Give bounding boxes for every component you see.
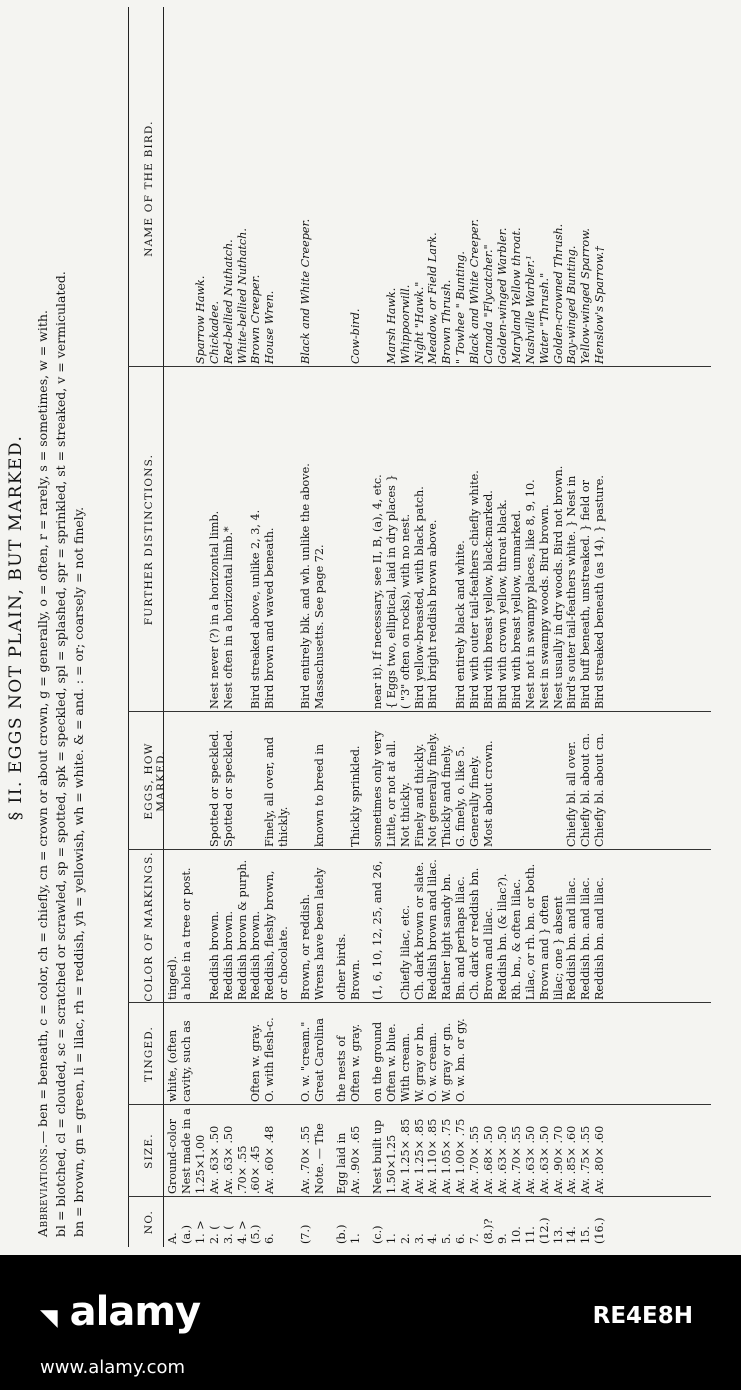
- gap-cell: [327, 10, 335, 1247]
- cell-tinged: O. with flesh-c.: [263, 1017, 277, 1102]
- brand-logo: [40, 1289, 200, 1335]
- cell-tinged: With cream.: [398, 1032, 412, 1102]
- cell-color: tinged).: [166, 955, 179, 1000]
- cell-no: 3. (: [221, 1225, 235, 1244]
- cell-no: A.: [166, 1232, 179, 1244]
- cell-no: 2. (: [207, 1225, 221, 1244]
- cell-size: Av. .85× .60: [565, 1125, 579, 1194]
- column-header-bird-name: NAME OF THE BIRD.: [143, 120, 155, 257]
- cell-no: 1.: [384, 1233, 398, 1244]
- cell-size: Av. .63× .50: [523, 1125, 537, 1194]
- cell-how: [249, 712, 263, 850]
- cell-further: [236, 367, 250, 712]
- cell-name: Red-bellied Nuthatch.: [221, 239, 235, 364]
- cell-no: 1. >: [193, 1220, 207, 1244]
- cell-tinged: Great Carolina: [313, 1018, 327, 1102]
- cell-no: (b.): [334, 1224, 348, 1244]
- cell-how: [180, 712, 194, 850]
- cell-size: Av. .60× .48: [263, 1125, 277, 1194]
- cell-how: [524, 712, 538, 850]
- column-header-no: NO.: [143, 1209, 155, 1235]
- table-row: [299, 10, 313, 1247]
- cell-size: Av. .90× .70: [551, 1125, 565, 1194]
- cell-color: Wrens have been lately: [313, 867, 327, 1000]
- cell-name: Chickadee.: [207, 300, 221, 364]
- cell-no: (8.)?: [482, 1218, 496, 1244]
- cell-name: Golden-winged Warbler.: [495, 227, 509, 364]
- table-row: [335, 10, 349, 1247]
- cell-size: .70× .55: [235, 1145, 249, 1194]
- cell-name: Black and White Creeper.: [299, 218, 313, 364]
- cell-color: a hole in a tree or post.: [179, 867, 193, 1000]
- cell-no: (12.): [537, 1217, 551, 1244]
- row-gap: [327, 10, 335, 1247]
- cell-tinged: O. w. cream.: [426, 1031, 440, 1102]
- cell-size: Av. .63× .50: [495, 1125, 509, 1194]
- cell-size: Av. .75× .55: [579, 1125, 593, 1194]
- cell-color: Reddish brown and lilac.: [426, 859, 440, 1000]
- cell-how: Spotted or speckled.: [207, 729, 221, 847]
- image-code: RE4E8H: [592, 1303, 693, 1329]
- cell-name: [313, 10, 327, 367]
- gap-cell: [363, 10, 371, 1247]
- cell-size: Note. — The: [313, 1123, 327, 1194]
- cell-name: White-bellied Nuthatch.: [235, 228, 249, 364]
- cell-how: thickly.: [277, 806, 291, 847]
- cell-tinged: [277, 1003, 291, 1105]
- cell-size: [277, 1105, 291, 1197]
- cell-tinged: [593, 1003, 607, 1105]
- cell-name: [180, 10, 194, 367]
- table-row: [349, 10, 363, 1247]
- cell-name: Canada "Flycatcher.": [482, 244, 496, 364]
- column-header-color: COLOR OF MARKINGS.: [143, 851, 155, 1002]
- cell-tinged: [222, 1003, 236, 1105]
- cell-name: Sparrow Hawk.: [193, 275, 207, 364]
- cell-no: 14.: [565, 1226, 579, 1244]
- cell-further: [194, 367, 208, 712]
- cell-name: Brown Thrush.: [440, 279, 454, 364]
- cell-further: Bird brown and waved beneath.: [263, 527, 277, 709]
- cell-no: (7.): [299, 1224, 313, 1244]
- cell-tinged: W. gray or gn.: [440, 1022, 454, 1102]
- cell-name: Black and White Creeper.: [468, 218, 482, 364]
- cell-further: near it). If necessary, see II, B, (a), 4, etc.: [370, 474, 384, 709]
- cell-further: Nest in swampy woods. Bird brown.: [537, 504, 551, 709]
- cell-no: 11.: [523, 1226, 537, 1244]
- cell-color: Lilac, or rh. bn. or both.: [523, 863, 537, 1000]
- cell-how: [496, 712, 510, 850]
- table-row: [538, 10, 552, 1247]
- cell-tinged: O. w. "cream.": [299, 1021, 313, 1102]
- cell-further: Nest often in a horizontal limb.*: [221, 526, 235, 709]
- cell-how: known to breed in: [313, 743, 327, 847]
- cell-color: other birds.: [334, 933, 348, 1000]
- cell-tinged: Often w. gray.: [249, 1023, 263, 1102]
- table-row: [496, 10, 510, 1247]
- table-row: [249, 10, 263, 1247]
- abbreviations-line-2: bl = blotched, cl = clouded, sc = scratched or scrawled, sp = spotted, spk = speckled, spl = splashed, spr = sprinkled, st = streaked, v = vermiculated.: [53, 271, 68, 1237]
- cell-size: Av. 1.10× .85: [426, 1118, 440, 1194]
- cell-color: Ch. dark brown or slate.: [412, 861, 426, 1000]
- cell-further: Bird with crown yellow, throat black.: [495, 499, 509, 709]
- cell-how: Little, or not at all.: [384, 739, 398, 847]
- cell-name: Brown Creeper.: [249, 274, 263, 364]
- table-row: [552, 10, 566, 1247]
- cell-color: [385, 850, 399, 1003]
- cell-further: Massachusetts. See page 72.: [313, 544, 327, 709]
- abbreviations-text-1: — ben = beneath, c = color, ch = chiefly, cn = crown or about crown, g = generally, o = often, r = rarely, s = sometimes, w = with.: [35, 310, 50, 1144]
- cell-how: [194, 712, 208, 850]
- cell-color: Reddish brown.: [207, 910, 221, 1000]
- table-row: [385, 10, 399, 1247]
- cell-tinged: [194, 1003, 208, 1105]
- cell-no: [313, 1197, 327, 1247]
- cell-name: [166, 10, 180, 367]
- cell-name: Golden-crowned Thrush.: [551, 223, 565, 364]
- cell-color: Brown, or reddish.: [299, 893, 313, 1000]
- table-row: [482, 10, 496, 1247]
- table-row: [524, 10, 538, 1247]
- cell-tinged: [538, 1003, 552, 1105]
- cell-name: [371, 10, 385, 367]
- cell-tinged: W. gray or bn.: [412, 1022, 426, 1102]
- cell-no: 4.: [426, 1233, 440, 1244]
- table-row: [565, 10, 579, 1247]
- cell-how: Chiefly bl. about cn.: [579, 732, 593, 847]
- table-row: [579, 10, 593, 1247]
- cell-color: Brown and } often: [537, 894, 551, 1000]
- cell-name: Henslow's Sparrow.†: [593, 246, 607, 364]
- cell-tinged: on the ground: [370, 1021, 384, 1102]
- table-row: [510, 10, 524, 1247]
- cell-no: 15.: [579, 1226, 593, 1244]
- row-gap: [363, 10, 371, 1247]
- cell-name: Nashville Warbler.¹: [523, 255, 537, 364]
- table-row: [426, 10, 440, 1247]
- cell-color: Rh. bn., & often lilac.: [509, 878, 523, 1000]
- cell-tinged: white, (often: [166, 1029, 179, 1102]
- cell-name: Maryland Yellow throat.: [509, 227, 523, 364]
- cell-color: (1, 6, 10, 12, 25, and 26,: [370, 860, 384, 1000]
- table-top-rule: [128, 7, 129, 1247]
- cell-color: Brown.: [348, 959, 362, 1000]
- column-header-how-marked: EGGS, HOW MARKED.: [143, 742, 167, 820]
- cell-tinged: O. w. bn. or gy.: [454, 1018, 468, 1102]
- logo-mark-icon: ◥: [40, 1305, 57, 1331]
- cell-no: 13.: [551, 1226, 565, 1244]
- cell-how: Most about crown.: [482, 740, 496, 847]
- cell-size: Nest made in a: [179, 1108, 193, 1194]
- cell-color: or chocolate.: [277, 926, 291, 1000]
- abbreviations-lead: Abbreviations.: [35, 1143, 50, 1237]
- cell-size: Av. .63× .50: [537, 1125, 551, 1194]
- cell-size: Av. 1.25× .85: [412, 1118, 426, 1194]
- cell-name: Whippoorwill.: [398, 284, 412, 364]
- cell-tinged: [208, 1003, 222, 1105]
- table-row: [263, 10, 277, 1247]
- cell-color: Reddish bn. and lilac.: [579, 877, 593, 1000]
- cell-further: Nest never (?) in a horizontal limb.: [207, 510, 221, 709]
- cell-no: (c.): [370, 1225, 384, 1244]
- cell-name: [277, 10, 291, 367]
- table-row: [593, 10, 607, 1247]
- cell-tinged: cavity, such as: [179, 1020, 193, 1102]
- site-url: www.alamy.com: [40, 1357, 186, 1378]
- cell-size: Egg laid in: [334, 1132, 348, 1194]
- brand-name: alamy: [69, 1289, 201, 1335]
- cell-size: Av. 1.25× .85: [398, 1118, 412, 1194]
- cell-how: Generally finely.: [468, 755, 482, 847]
- cell-further: Bird entirely blk. and wh. unlike the above.: [299, 463, 313, 709]
- abbreviations-line-3: bn = brown, gn = green, li = lilac, rh = reddish, yh = yellowish, wh = white. & = and. : = or; coarsely = not finely.: [71, 506, 86, 1237]
- cell-color: Reddish brown.: [221, 910, 235, 1000]
- cell-further: Bird entirely black and white.: [454, 540, 468, 709]
- cell-tinged: [524, 1003, 538, 1105]
- cell-how: [335, 712, 349, 850]
- cell-further: Bird yellow-breasted, with black patch.: [412, 486, 426, 709]
- cell-size: 1.25×1.00: [193, 1134, 207, 1194]
- cell-no: 6.: [454, 1233, 468, 1244]
- table-row: [166, 10, 180, 1247]
- cell-further: Bird with outer tail-feathers chiefly white.: [468, 470, 482, 709]
- cell-tinged: [579, 1003, 593, 1105]
- cell-color: lilac; one } absent: [551, 896, 565, 1000]
- cell-how: [538, 712, 552, 850]
- cell-how: Thickly and finely.: [440, 744, 454, 847]
- cell-tinged: [468, 1003, 482, 1105]
- cell-size: Av. .63× .50: [207, 1125, 221, 1194]
- cell-size: Av. .68× .50: [482, 1125, 496, 1194]
- column-header-size: SIZE.: [143, 1133, 155, 1169]
- cell-further: Nest not in swampy places, like 8, 9, 10.: [523, 479, 537, 709]
- table-row: [468, 10, 482, 1247]
- cell-color: Reddish bn. and lilac.: [565, 877, 579, 1000]
- cell-size: Av. .70× .55: [468, 1125, 482, 1194]
- table-row: [440, 10, 454, 1247]
- cell-name: " Towhee " Bunting.: [454, 251, 468, 364]
- cell-no: 6.: [263, 1233, 277, 1244]
- cell-color: Reddish bn. (& lilac?).: [495, 873, 509, 1000]
- cell-color: Brown and lilac.: [482, 907, 496, 1000]
- cell-size: Av. .70× .55: [509, 1125, 523, 1194]
- cell-no: 5.: [440, 1233, 454, 1244]
- cell-further: ( "3" often on rocks), with no nest.: [398, 513, 412, 709]
- abbreviations-line-1: [34, 12, 51, 1237]
- cell-how: Finely, all over, and: [263, 736, 277, 847]
- cell-further: Bird with breast yellow, black-marked.: [482, 490, 496, 709]
- table-row: [208, 10, 222, 1247]
- cell-color: Ch. dark or reddish bn.: [468, 867, 482, 1000]
- cell-name: Yellow-winged Sparrow.: [579, 228, 593, 364]
- table-row: [180, 10, 194, 1247]
- stock-footer: [0, 1255, 741, 1390]
- cell-no: 10.: [509, 1226, 523, 1244]
- cell-color: Reddish brown.: [249, 910, 263, 1000]
- cell-further: Bird streaked above, unlike 2, 3, 4.: [249, 509, 263, 709]
- cell-further: Bird streaked beneath (as 14). } pasture.: [593, 475, 607, 709]
- cell-no: 1.: [348, 1233, 362, 1244]
- cell-how: [236, 712, 250, 850]
- cell-no: (a.): [179, 1225, 193, 1244]
- cell-no: [277, 1197, 291, 1247]
- cell-how: sometimes only very: [370, 730, 384, 847]
- table-row: [194, 10, 208, 1247]
- cell-color: [194, 850, 208, 1003]
- cell-tinged: Often w. gray.: [348, 1023, 362, 1102]
- eggs-table: [166, 10, 607, 1247]
- table-row: [454, 10, 468, 1247]
- table-row: [222, 10, 236, 1247]
- table-row: [413, 10, 427, 1247]
- cell-tinged: [482, 1003, 496, 1105]
- cell-tinged: the nests of: [334, 1035, 348, 1102]
- cell-name: Bay-winged Bunting.: [565, 245, 579, 364]
- cell-color: Bn. and perhaps lilac.: [454, 876, 468, 1000]
- cell-color: Reddish bn. and lilac.: [593, 877, 607, 1000]
- cell-no: 2.: [398, 1233, 412, 1244]
- cell-color: Reddish brown & purph.: [235, 859, 249, 1000]
- table-row: [399, 10, 413, 1247]
- row-gap: [291, 10, 299, 1247]
- cell-no: (16.): [593, 1217, 607, 1244]
- cell-name: House Wren.: [263, 290, 277, 364]
- cell-further: [180, 367, 194, 712]
- cell-size: Ground-color: [166, 1118, 179, 1194]
- cell-tinged: [552, 1003, 566, 1105]
- cell-name: Marsh Hawk.: [384, 287, 398, 364]
- cell-how: Not generally finely.: [426, 732, 440, 847]
- cell-how: [166, 712, 180, 850]
- cell-how: Thickly sprinkled.: [348, 745, 362, 847]
- cell-further: [166, 367, 180, 712]
- cell-how: [299, 712, 313, 850]
- cell-size: Av. 1.05× .75: [440, 1118, 454, 1194]
- cell-color: Chiefly lilac, etc.: [398, 904, 412, 1000]
- cell-further: Bird buff beneath, unstreaked. } field or: [579, 480, 593, 709]
- cell-name: Meadow, or Field Lark.: [426, 232, 440, 364]
- cell-further: { Eggs two, elliptical, laid in dry places }: [384, 474, 398, 709]
- cell-size: Av. .80× .60: [593, 1125, 607, 1194]
- cell-further: Bird with breast yellow, unmarked.: [509, 509, 523, 709]
- cell-name: Night "Hawk.": [412, 281, 426, 364]
- cell-tinged: [565, 1003, 579, 1105]
- header-bottom-rule: [163, 7, 164, 1247]
- column-header-tinged: TINGED.: [143, 1025, 155, 1083]
- cell-how: Chiefly bl. about cn.: [593, 732, 607, 847]
- cell-tinged: [510, 1003, 524, 1105]
- cell-size: .60× .45: [249, 1145, 263, 1194]
- cell-further: Nest usually in dry woods. Bird not brown.: [551, 465, 565, 709]
- cell-how: Not thickly.: [398, 782, 412, 847]
- cell-how: [510, 712, 524, 850]
- cell-size: Nest built up: [370, 1119, 384, 1194]
- cell-further: Bird's outer tail-feathers white. } Nest in: [565, 475, 579, 709]
- page-heading: § II. EGGS NOT PLAIN, BUT MARKED.: [6, 434, 26, 821]
- cell-name: [335, 10, 349, 367]
- cell-how: Chiefly bl. all over.: [565, 741, 579, 847]
- cell-tinged: [496, 1003, 510, 1105]
- cell-size: 1.50×1.25: [384, 1134, 398, 1194]
- cell-color: Rather light sandy bn.: [440, 873, 454, 1000]
- cell-name: Water "Thrush.": [537, 272, 551, 364]
- cell-color: Reddish, fleshy brown,: [263, 870, 277, 1000]
- cell-further: [277, 367, 291, 712]
- cell-size: Av. .70× .55: [299, 1125, 313, 1194]
- cell-no: 9.: [495, 1233, 509, 1244]
- cell-further: [335, 367, 349, 712]
- cell-further: [440, 367, 454, 712]
- cell-size: Av. 1.00× .75: [454, 1118, 468, 1194]
- cell-no: (5.): [249, 1224, 263, 1244]
- cell-tinged: Often w. blue.: [384, 1023, 398, 1102]
- column-header-further-distinctions: FURTHER DISTINCTIONS.: [143, 453, 155, 626]
- cell-how: Finely and thickly.: [412, 743, 426, 847]
- cell-how: Spotted or speckled.: [221, 729, 235, 847]
- table-row: [277, 10, 291, 1247]
- cell-no: 7.: [468, 1233, 482, 1244]
- eggs-table-body: [166, 10, 607, 1247]
- gap-cell: [291, 10, 299, 1247]
- table-row: [313, 10, 327, 1247]
- table-row: [236, 10, 250, 1247]
- cell-further: Bird bright reddish brown above.: [426, 519, 440, 709]
- cell-tinged: [236, 1003, 250, 1105]
- cell-how: G. finely, o. like 5.: [454, 746, 468, 847]
- cell-size: Av. .90× .65: [348, 1125, 362, 1194]
- cell-size: Av. .63× .50: [221, 1125, 235, 1194]
- cell-name: Cow-bird.: [348, 308, 362, 364]
- cell-how: [552, 712, 566, 850]
- cell-no: 4. >: [235, 1220, 249, 1244]
- cell-no: 3.: [412, 1233, 426, 1244]
- table-row: [371, 10, 385, 1247]
- cell-further: [349, 367, 363, 712]
